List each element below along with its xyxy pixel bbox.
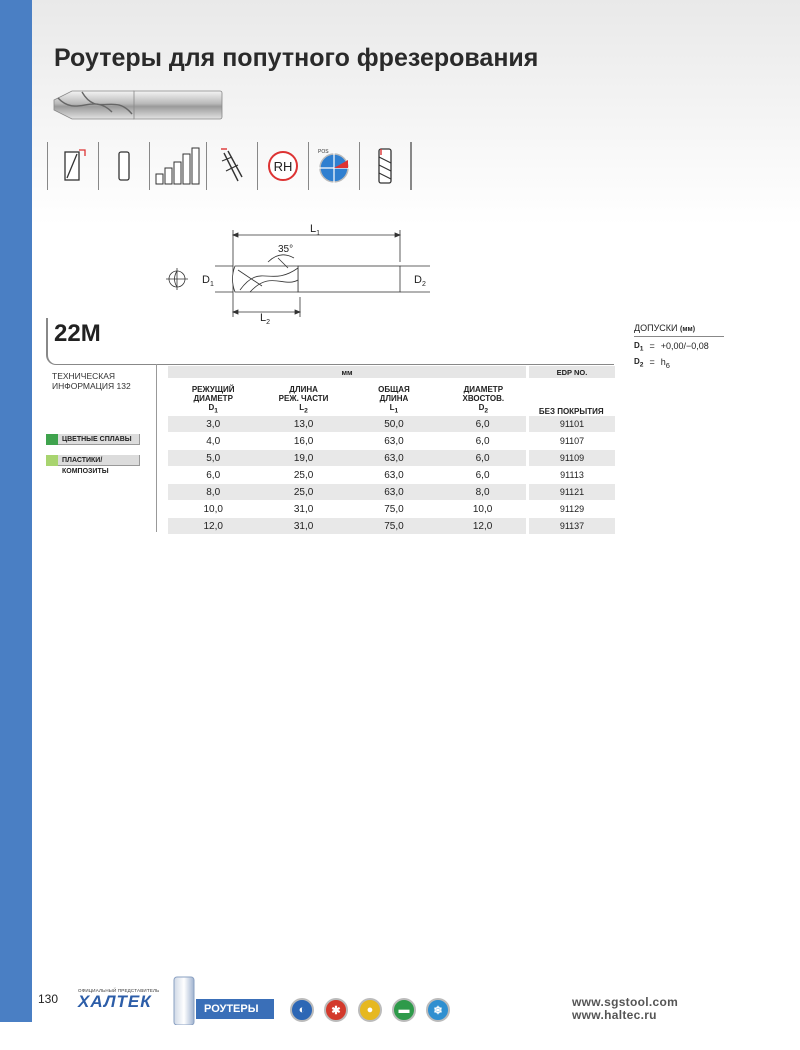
footer-category-icons [290,998,450,1022]
table-cell: 31,0 [258,518,348,535]
flute-geometry-icon [359,142,410,190]
group-header-mm: мм [168,366,528,378]
table-cell: 6,0 [439,416,527,433]
up-cut-icon [206,142,257,190]
edp-cell: 91113 [528,467,616,484]
table-cell: 8,0 [168,484,258,501]
svg-text:RH: RH [273,159,293,174]
circle-icon-2: ✱ [324,998,348,1022]
shank-icon [98,142,149,190]
table-cell: 6,0 [439,467,527,484]
material-swatch [46,434,58,445]
router-bit-image [52,88,224,122]
footer-urls [572,996,678,1022]
table-cell: 31,0 [258,501,348,518]
page-title: Роутеры для попутного фрезерования [54,44,539,72]
table-cell: 75,0 [349,518,439,535]
material-swatch [46,455,58,466]
circle-icon-1: ◐ [290,998,314,1022]
section-badge: РОУТЕРЫ [196,999,274,1019]
table-cell: 25,0 [258,467,348,484]
table-cell: 6,0 [168,467,258,484]
col-header-overall-length: ОБЩАЯ ДЛИНА $L_1$ [378,385,410,415]
group-header-edp: EDP NO. [528,366,616,378]
table-cell: 63,0 [349,433,439,450]
feature-icons [47,142,412,190]
table-row [168,518,615,535]
col-header-cutting-diameter: РЕЖУЩИЙ ДИАМЕТР $D_1$ [191,385,235,415]
table-cell: 63,0 [349,450,439,467]
table-row [168,467,615,484]
tolerances-title: ДОПУСКИ (мм) [634,323,724,337]
tolerance-d2: $D_2$ = $h_6$ [634,356,670,370]
col-header-uncoated: БЕЗ ПОКРЫТИЯ [538,407,604,416]
col-header-cutting-length: ДЛИНА РЕЖ. ЧАСТИ $L_2$ [278,385,329,415]
product-code-rule [46,318,614,365]
length-bars-icon [149,142,206,190]
table-cell: 3,0 [168,416,258,433]
table-row [168,433,615,450]
icons-end-divider [410,142,412,190]
table-row [168,450,615,467]
table-cell: 19,0 [258,450,348,467]
table-cell: 10,0 [168,501,258,518]
table-cell: 10,0 [439,501,527,518]
pos-rake-icon [308,142,359,190]
col-header-shank-diameter: ДИАМЕТР ХВОСТОВ. $D_2$ [462,385,505,415]
edp-cell: 91107 [528,433,616,450]
tolerances-box [634,323,724,369]
edp-cell: 91121 [528,484,616,501]
page-number: 130 [38,992,59,1006]
table-cell: 50,0 [349,416,439,433]
edp-cell: 91129 [528,501,616,518]
material-nonferrous: ЦВЕТНЫЕ СПЛАВЫ [46,434,140,445]
table-cell: 6,0 [439,433,527,450]
circle-icon-5: ❄ [426,998,450,1022]
diagram-l2-label: $L_2$ [260,312,271,326]
table-divider [156,364,157,532]
left-accent-bar [0,0,32,1022]
spec-table [168,366,615,535]
circle-icon-4: ▬ [392,998,416,1022]
diagram-d2-label: $D_2$ [414,274,426,288]
table-cell: 75,0 [349,501,439,518]
diagram-l1-label: $L_1$ [310,223,321,237]
diagram-d1-label: $D_1$ [202,274,214,288]
tech-info-reference[interactable]: ТЕХНИЧЕСКАЯ ИНФОРМАЦИЯ 132 [52,371,131,391]
rh-rotation-icon [257,142,308,190]
footer-shank-graphic [172,975,196,1025]
product-code: 22M [54,320,101,347]
table-cell: 63,0 [349,484,439,501]
circle-icon-3: ● [358,998,382,1022]
svg-text:POS: POS [318,149,329,155]
table-cell: 5,0 [168,450,258,467]
tolerance-d1: $D_1$ = +0,00/−0,08 [634,341,709,353]
table-row [168,484,615,501]
table-cell: 12,0 [168,518,258,535]
url-sgstool[interactable]: www.sgstool.com [572,995,679,1009]
edp-cell: 91101 [528,416,616,433]
table-cell: 25,0 [258,484,348,501]
table-cell: 13,0 [258,416,348,433]
table-row [168,501,615,518]
table-cell: 16,0 [258,433,348,450]
table-cell: 12,0 [439,518,527,535]
url-haltec[interactable]: www.haltec.ru [572,1008,657,1022]
table-cell: 4,0 [168,433,258,450]
material-plastics: ПЛАСТИКИ/КОМПОЗИТЫ [46,455,140,466]
haltec-logo: ОФИЦИАЛЬНЫЙ ПРЕДСТАВИТЕЛЬ ХАЛТЕК [78,988,160,1011]
diagram-angle-label: 35° [278,244,294,255]
dimension-diagram [160,222,450,327]
table-row [168,416,615,433]
table-cell: 63,0 [349,467,439,484]
spiral-flute-icon [47,142,98,190]
table-cell: 8,0 [439,484,527,501]
edp-cell: 91137 [528,518,616,535]
edp-cell: 91109 [528,450,616,467]
table-cell: 6,0 [439,450,527,467]
